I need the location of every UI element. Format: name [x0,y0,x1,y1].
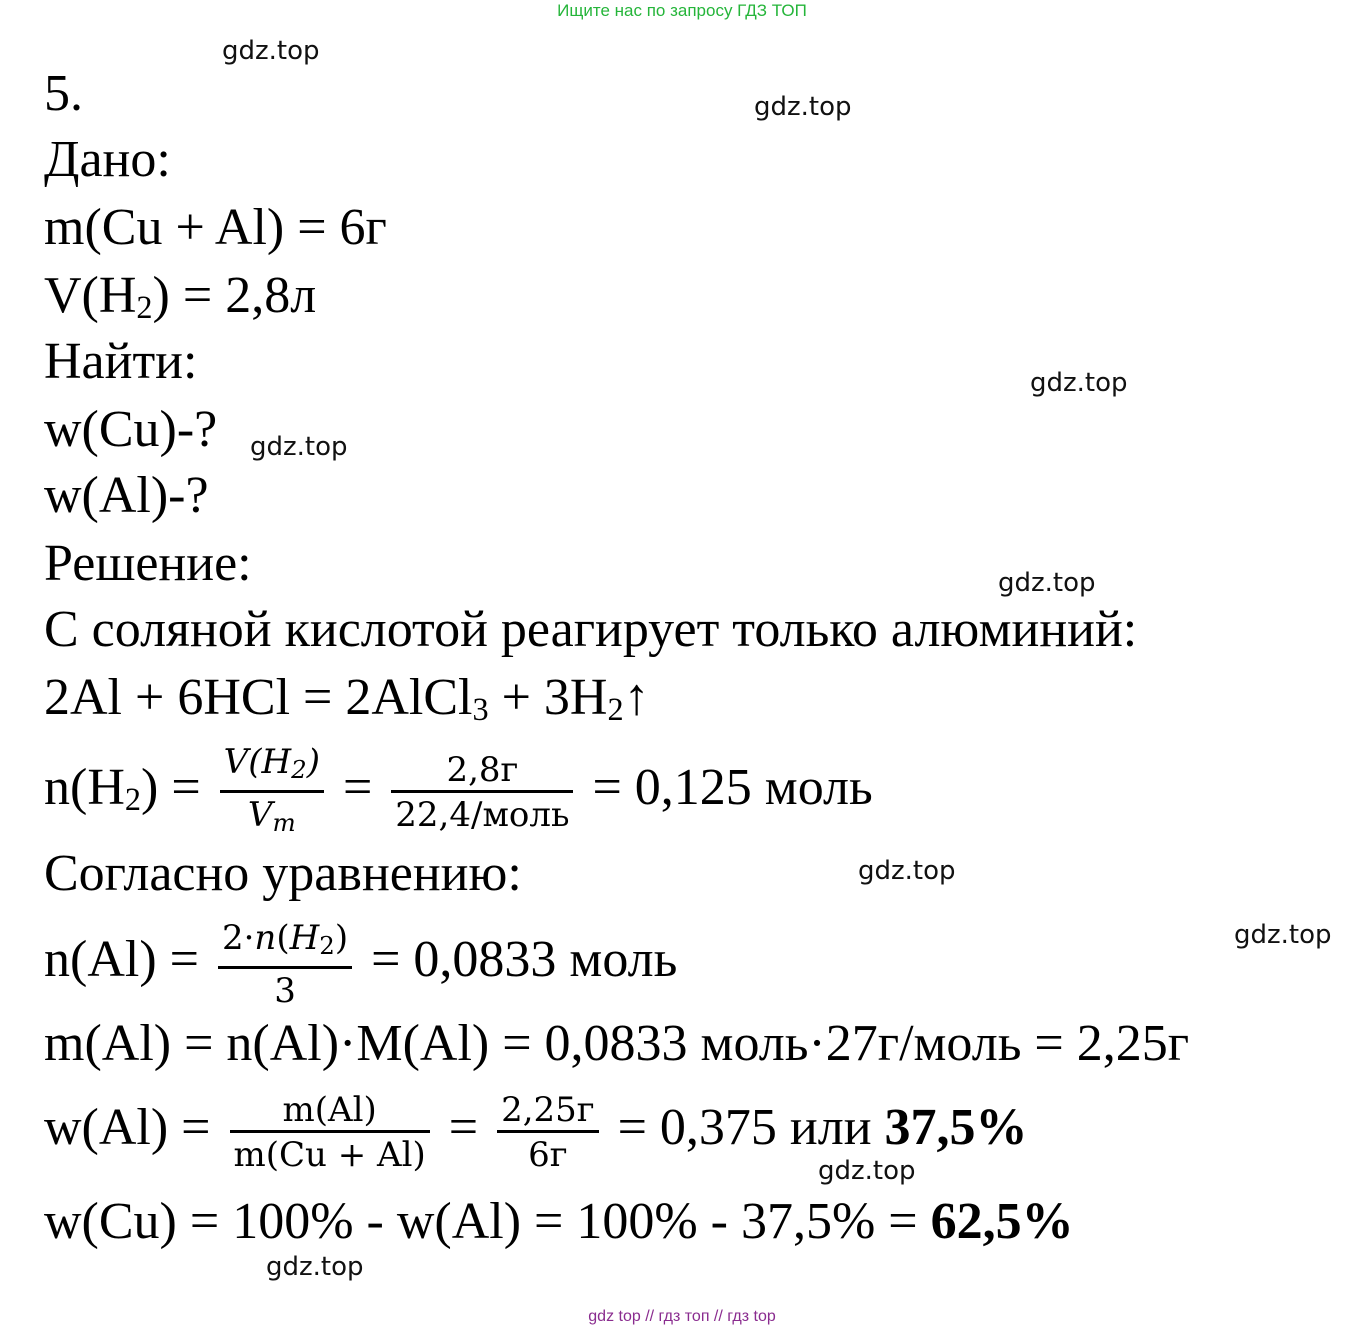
text: n(H [44,759,125,816]
fraction-numerator: m(Al) [282,1089,377,1130]
fraction-denominator: 6г [497,1130,599,1175]
text: 2Al + 6HCl = 2AlCl [44,669,473,726]
text: + 3H [488,669,608,726]
equals-sign: = [448,1099,479,1156]
fraction [220,742,324,843]
n-al-formula [44,912,677,1011]
subscript: 2 [124,780,141,817]
fraction [497,1090,599,1175]
find-label: Найти: [44,333,198,390]
result: = 0,0833 моль [371,931,678,988]
given-label: Дано: [44,131,171,188]
text: ) = 2,8л [152,267,317,324]
subscript: 3 [472,690,489,727]
subscript: 2 [291,754,307,784]
up-arrow-icon: ↑ [623,669,650,726]
reaction-equation [44,668,650,739]
subscript: m [272,807,296,837]
watermark: gdz.top [754,92,852,122]
subscript: 2 [136,288,153,325]
result: = 0,375 или [617,1099,885,1156]
find-cu: w(Cu)-? [44,401,218,458]
given-volume [44,266,316,337]
text: n(Al) = [44,931,199,988]
fraction-numerator [220,742,324,790]
n-h2-formula [44,738,873,849]
watermark: gdz.top [818,1156,916,1186]
problem-number: 5. [44,65,83,122]
text: V(H [44,267,137,324]
fraction [230,1090,430,1175]
text: w(Al) = [44,1099,211,1156]
result: = 0,125 моль [592,759,873,816]
fraction [391,750,573,835]
answer-al: 37,5% [884,1099,1028,1156]
solution-label: Решение: [44,535,252,592]
watermark: gdz.top [222,36,320,66]
top-banner: Ищите нас по запросу ГДЗ ТОП [557,1,807,20]
w-al-formula [44,1078,1028,1178]
fraction-denominator: 22,4/моль [391,790,573,835]
fraction-numerator: 2,8г [446,749,519,790]
watermark: gdz.top [266,1252,364,1282]
text: ) [334,917,349,958]
fraction-denominator: 3 [218,966,352,1011]
text: 2· [221,917,255,958]
equals-sign: = [342,759,373,816]
text: ) = [141,759,201,816]
answer-cu: 62,5% [930,1193,1074,1250]
statement: С соляной кислотой реагирует только алюминий: [44,601,1138,658]
text: ) [306,741,320,782]
w-cu-formula [44,1192,1074,1252]
text: V(H [223,741,292,782]
find-al: w(Al)-? [44,467,209,524]
m-al-formula: m(Al) = n(Al)·M(Al) = 0,0833 моль·27г/моль = 2,25г [44,1015,1190,1072]
watermark: gdz.top [250,432,348,462]
fraction-numerator [218,918,352,966]
watermark: gdz.top [1030,368,1128,398]
watermark: gdz.top [858,856,956,886]
text: V [247,794,273,835]
watermark: gdz.top [998,568,1096,598]
fraction-denominator: m(Cu + Al) [230,1130,430,1175]
fraction-denominator [220,790,324,843]
subscript: 2 [319,930,335,960]
according-label: Согласно уравнению: [44,845,522,902]
watermark: gdz.top [1234,920,1332,950]
fraction [218,918,352,1011]
footer: gdz top // гдз топ // гдз top [588,1308,776,1325]
subscript: 2 [607,690,624,727]
fraction-numerator: 2,25г [501,1089,595,1130]
text: w(Cu) = 100% - w(Al) = 100% - 37,5% = [44,1193,931,1250]
text: H [289,917,320,958]
text: ( [276,917,290,958]
text: n [254,917,277,958]
given-mass: m(Cu + Al) = 6г [44,199,387,256]
